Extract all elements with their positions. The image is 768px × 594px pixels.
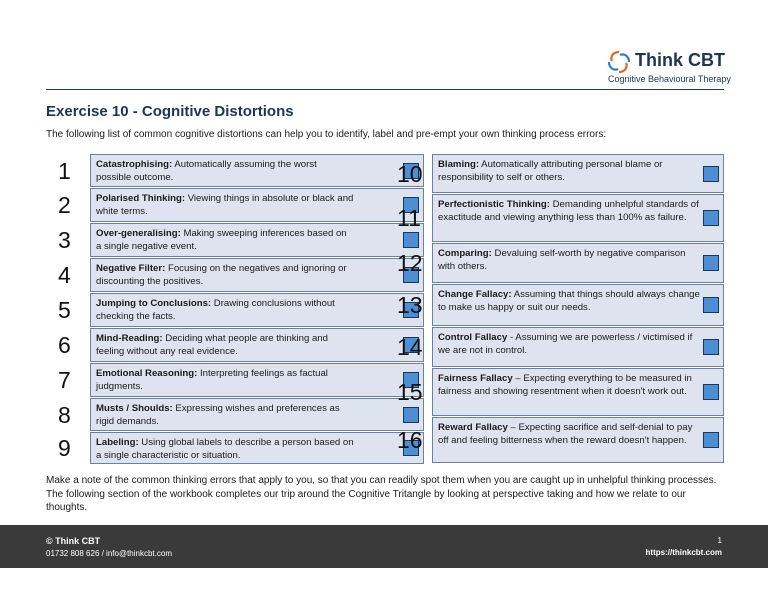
distortion-text bbox=[438, 422, 700, 447]
distortion-term: Fairness Fallacy bbox=[438, 373, 513, 384]
distortion-card bbox=[432, 284, 724, 326]
distortion-description: – Expecting everything to be measured in fairness and showing resentment when it doesn't work out. bbox=[438, 373, 692, 397]
distortion-text bbox=[96, 263, 354, 288]
footer-brand: © Think CBT bbox=[46, 536, 101, 546]
outro-text: Make a note of the common thinking errors that apply to you, so that you can readily spot them when you are caught up in unhelpful thinking processes. The following section of the workbook completes our trip around the Cognitive Tritangle by looking at perspective taking and how we relate to our thoughts. bbox=[46, 475, 717, 513]
distortion-term: Jumping to Conclusions: bbox=[96, 298, 212, 309]
distortion-description: – Expecting sacrifice and self-denial to pay off and feeling bitterness when the reward doesn't happen. bbox=[438, 422, 693, 446]
distortion-term: Comparing: bbox=[438, 248, 492, 259]
distortion-number: 9 bbox=[58, 435, 71, 461]
distortion-text bbox=[96, 333, 354, 358]
distortion-card bbox=[432, 194, 724, 242]
distortion-description: Interpreting feelings as factual judgments. bbox=[96, 368, 328, 392]
logo-swirl-icon bbox=[607, 50, 631, 74]
distortion-text bbox=[96, 159, 354, 184]
distortion-description: Drawing conclusions without checking the facts. bbox=[96, 298, 335, 322]
distortion-text bbox=[96, 403, 354, 428]
distortion-description: - Assuming we are powerless / victimised if we are not in control. bbox=[438, 332, 693, 356]
distortion-text bbox=[96, 193, 354, 218]
distortion-card bbox=[90, 293, 424, 327]
distortion-card bbox=[432, 368, 724, 416]
distortion-card bbox=[90, 363, 424, 397]
distortion-description: Demanding unhelpful standards of exactitude and viewing anything less than 100% as failure. bbox=[438, 199, 699, 223]
distortion-number: 4 bbox=[58, 262, 71, 288]
distortion-number: 6 bbox=[58, 332, 71, 358]
distortion-description: Automatically attributing personal blame or responsibility to self or others. bbox=[438, 159, 663, 183]
distortion-description: Expressing wishes and preferences as rigid demands. bbox=[96, 403, 340, 427]
distortion-card bbox=[432, 327, 724, 367]
distortion-card bbox=[90, 328, 424, 362]
distortion-text bbox=[438, 289, 700, 314]
distortion-description: Making sweeping inferences based on a single negative event. bbox=[96, 228, 347, 252]
distortion-term: Perfectionistic Thinking: bbox=[438, 199, 550, 210]
distortion-text bbox=[438, 332, 700, 357]
footer bbox=[0, 525, 768, 568]
distortion-text bbox=[438, 199, 700, 224]
distortion-checkbox[interactable] bbox=[703, 297, 719, 313]
page-number: 1 bbox=[717, 536, 722, 545]
distortion-number: 3 bbox=[58, 227, 71, 253]
distortion-number: 12 bbox=[397, 250, 423, 276]
distortion-card bbox=[90, 432, 424, 464]
distortion-description: Automatically assuming the worst possible outcome. bbox=[96, 159, 317, 183]
header-divider bbox=[46, 89, 724, 90]
distortion-card bbox=[90, 223, 424, 257]
brand-tagline: Cognitive Behavioural Therapy bbox=[608, 74, 731, 84]
distortion-term: Mind-Reading: bbox=[96, 333, 163, 344]
distortion-text bbox=[438, 159, 700, 184]
distortion-card bbox=[90, 188, 424, 222]
distortion-number: 5 bbox=[58, 297, 71, 323]
distortion-term: Blaming: bbox=[438, 159, 480, 170]
footer-contact: 01732 808 626 / info@thinkcbt.com bbox=[46, 549, 172, 558]
distortion-description: Deciding what people are thinking and feeling without any real evidence. bbox=[96, 333, 328, 357]
distortion-text bbox=[96, 298, 354, 323]
footer-url[interactable]: https://thinkcbt.com bbox=[645, 548, 722, 557]
distortion-term: Control Fallacy bbox=[438, 332, 508, 343]
distortion-text bbox=[438, 248, 700, 273]
distortion-term: Labeling: bbox=[96, 437, 139, 448]
distortion-number: 2 bbox=[58, 192, 71, 218]
distortion-card bbox=[432, 154, 724, 193]
distortion-card bbox=[90, 398, 424, 431]
distortion-term: Change Fallacy: bbox=[438, 289, 512, 300]
distortion-term: Catastrophising: bbox=[96, 159, 173, 170]
distortion-number: 11 bbox=[397, 205, 421, 231]
distortion-card bbox=[90, 154, 424, 187]
distortion-number: 7 bbox=[58, 367, 71, 393]
distortion-number: 13 bbox=[397, 292, 423, 318]
intro-text: The following list of common cognitive distortions can help you to identify, label and pre-empt your own thinking process errors: bbox=[46, 129, 607, 140]
distortion-checkbox[interactable] bbox=[703, 166, 719, 182]
distortion-checkbox[interactable] bbox=[703, 384, 719, 400]
distortion-description: Focusing on the negatives and ignoring or discounting the positives. bbox=[96, 263, 347, 287]
distortion-number: 8 bbox=[58, 401, 71, 428]
distortion-text bbox=[96, 228, 354, 253]
distortion-term: Polarised Thinking: bbox=[96, 193, 186, 204]
distortion-text bbox=[96, 437, 354, 462]
distortion-number: 1 bbox=[58, 157, 71, 184]
distortion-term: Emotional Reasoning: bbox=[96, 368, 198, 379]
distortion-term: Over-generalising: bbox=[96, 228, 181, 239]
distortion-checkbox[interactable] bbox=[703, 432, 719, 448]
distortion-description: Viewing things in absolute or black and white terms. bbox=[96, 193, 354, 217]
distortion-checkbox[interactable] bbox=[703, 210, 719, 226]
distortion-description: Devaluing self-worth by negative comparison with others. bbox=[438, 248, 686, 272]
distortion-text bbox=[438, 373, 700, 398]
distortion-text bbox=[96, 368, 354, 393]
distortion-term: Reward Fallacy bbox=[438, 422, 508, 433]
distortion-term: Negative Filter: bbox=[96, 263, 166, 274]
brand-logo bbox=[607, 48, 731, 88]
distortion-description: Using global labels to describe a person based on a single characteristic or situation. bbox=[96, 437, 354, 461]
distortion-card bbox=[432, 417, 724, 463]
distortion-number: 16 bbox=[397, 427, 423, 453]
distortion-card bbox=[90, 258, 424, 292]
distortion-checkbox[interactable] bbox=[703, 339, 719, 355]
distortion-number: 15 bbox=[397, 379, 423, 405]
distortion-term: Musts / Shoulds: bbox=[96, 403, 173, 414]
distortion-checkbox[interactable] bbox=[703, 255, 719, 271]
distortion-description: Assuming that things should always change to make us happy or suit our needs. bbox=[438, 289, 700, 313]
distortion-number: 10 bbox=[397, 160, 423, 187]
distortion-number: 14 bbox=[397, 334, 423, 360]
distortion-checkbox[interactable] bbox=[403, 232, 419, 248]
distortion-card bbox=[432, 243, 724, 283]
page-title: Exercise 10 - Cognitive Distortions bbox=[46, 103, 294, 120]
brand-name: Think CBT bbox=[635, 50, 725, 70]
distortion-checkbox[interactable] bbox=[403, 407, 419, 423]
